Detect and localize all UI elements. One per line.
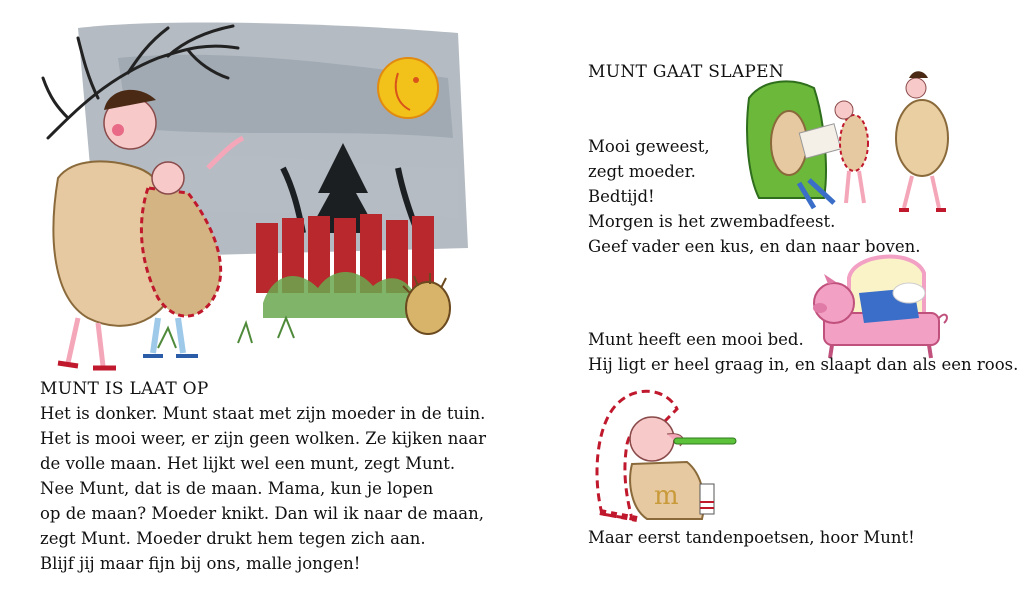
right-page — [512, 0, 1024, 592]
child-head — [152, 162, 184, 194]
green-bushes — [263, 272, 416, 318]
shirt-letter: m — [654, 481, 679, 511]
story-line: Het is mooi weer, er zijn geen wolken. Ze kijken naar — [40, 429, 486, 448]
left-heading: MUNT IS LAAT OP — [40, 379, 209, 399]
story-line: de volle maan. Het lijkt wel een munt, zegt Munt. — [40, 454, 456, 473]
right-story-block-1 — [588, 134, 920, 259]
story-line: Morgen is het zwembadfeest. — [588, 212, 836, 231]
story-line: Blijf jij maar fijn bij ons, malle jongen! — [40, 554, 361, 573]
toothbrush-illustration — [592, 384, 742, 524]
garden-night-svg — [38, 18, 474, 378]
story-line: op de maan? Moeder knikt. Dan wil ik naar de maan, — [40, 504, 485, 523]
story-line: Hij ligt er heel graag in, en slaapt dan als een roos. — [588, 355, 1019, 374]
munt-face — [630, 417, 674, 461]
story-line: Maar eerst tandenpoetsen, hoor Munt! — [588, 528, 915, 547]
garden-night-illustration — [38, 18, 474, 378]
story-line: Het is donker. Munt staat met zijn moeder in de tuin. — [40, 404, 486, 423]
story-line: zegt moeder. — [588, 162, 696, 181]
hedgehog — [406, 282, 450, 334]
left-story-text — [40, 401, 486, 576]
right-story-block-2 — [588, 327, 1018, 377]
toothbrush — [674, 438, 736, 444]
right-story-block-3 — [588, 525, 915, 550]
story-line: Geef vader een kus, en dan naar boven. — [588, 237, 921, 256]
story-line: Nee Munt, dat is de maan. Mama, kun je lopen — [40, 479, 434, 498]
right-heading: MUNT GAAT SLAPEN — [588, 62, 785, 82]
story-line: Mooi geweest, — [588, 137, 710, 156]
toothbrush-svg — [592, 384, 742, 524]
story-line: zegt Munt. Moeder drukt hem tegen zich aan. — [40, 529, 426, 548]
story-line: Munt heeft een mooi bed. — [588, 330, 804, 349]
story-line: Bedtijd! — [588, 187, 655, 206]
